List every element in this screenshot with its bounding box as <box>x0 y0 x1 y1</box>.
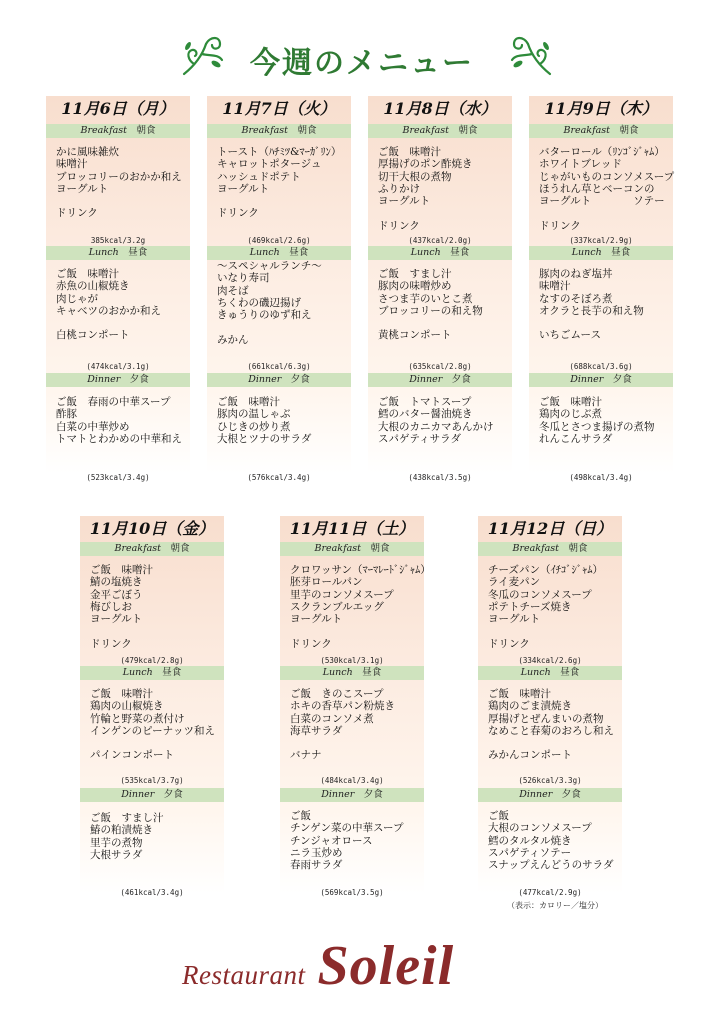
menu-item: ハッシュドポテト <box>217 170 301 183</box>
menu-item: かに風味雑炊 <box>56 146 119 158</box>
menu-item: ご飯 味噌汁 <box>56 268 119 280</box>
menu-item: 肉じゃが <box>56 292 98 305</box>
lunch-bar: Lunch 昼食 <box>207 246 351 260</box>
menu-item <box>488 737 620 749</box>
menu-item: 金平ごぼう <box>90 588 143 601</box>
day-date: 11月8日（水） <box>383 99 497 118</box>
menu-item <box>56 317 188 329</box>
menu-item: ホキの香草パン粉焼き <box>290 700 395 713</box>
nutrition-note: （表示：カロリー／塩分） <box>507 901 603 910</box>
lunch-items <box>90 688 222 762</box>
menu-item: 冬瓜とさつま揚げの煮物 <box>539 420 655 433</box>
breakfast-kcal: 385kcal/3.2g <box>90 236 146 245</box>
day-date: 11月11日（土） <box>289 519 415 538</box>
lunch-items <box>56 268 188 342</box>
menu-item: なめこと春菊のおろし和え <box>488 724 614 737</box>
dinner-items <box>56 396 188 445</box>
menu-item: パインコンポート <box>90 749 174 762</box>
breakfast-bar: Breakfast 朝食 <box>46 124 190 138</box>
day-date: 11月6日（月） <box>61 99 175 118</box>
lunch-items <box>217 260 349 346</box>
menu-item: ご飯 味噌汁 <box>539 396 602 408</box>
menu-item: ヨーグルト <box>378 195 431 208</box>
menu-item: バターロール（ﾘﾝｺﾞｼﾞｬﾑ） <box>539 146 665 158</box>
menu-item: ご飯 きのこスープ <box>290 688 384 700</box>
menu-item: チンジャオロース <box>290 834 373 847</box>
lunch-bar: Lunch 昼食 <box>46 246 190 260</box>
menu-item: 厚揚げのポン酢焼き <box>378 158 473 171</box>
dinner-bar: Dinner 夕食 <box>478 788 622 802</box>
page-title: 今週のメニュー <box>250 46 474 81</box>
lunch-bar: Lunch 昼食 <box>529 246 673 260</box>
menu-item: ご飯 すまし汁 <box>90 812 164 824</box>
breakfast-kcal: (469kcal/2.6g) <box>247 236 311 245</box>
menu-item: ドリンク <box>290 637 332 650</box>
dinner-kcal: (576kcal/3.4g) <box>247 473 311 482</box>
menu-item: 味噌汁 <box>539 280 571 293</box>
breakfast-bar: Breakfast 朝食 <box>207 124 351 138</box>
menu-item: いなり寿司 <box>217 272 270 285</box>
menu-item <box>378 317 510 329</box>
menu-item <box>290 625 422 637</box>
day-date: 11月12日（日） <box>487 519 613 538</box>
lunch-bar: Lunch 昼食 <box>478 666 622 680</box>
menu-item: 鶏肉のじぶ煮 <box>539 408 602 421</box>
lunch-kcal: (474kcal/3.1g) <box>86 362 150 371</box>
menu-item: 鱈のバター醤油焼き <box>378 408 473 421</box>
day-column-nov-6 <box>46 96 190 482</box>
menu-item: きゅうりのゆず和え <box>217 309 312 322</box>
menu-item <box>217 321 349 333</box>
menu-item <box>90 625 222 637</box>
dinner-items <box>90 812 222 861</box>
menu-item: チーズパン（ｲﾁｺﾞｼﾞｬﾑ） <box>488 564 603 576</box>
dinner-items <box>290 810 422 871</box>
breakfast-items <box>290 564 431 650</box>
menu-item: ご飯 味噌汁 <box>217 396 280 408</box>
menu-item: 竹輪と野菜の煮付け <box>90 712 185 725</box>
menu-item: ドリンク <box>90 637 132 650</box>
lunch-items <box>290 688 422 762</box>
menu-item: ヨーグルト <box>290 613 343 626</box>
menu-item: ご飯 <box>488 810 509 822</box>
lunch-bar: Lunch 昼食 <box>280 666 424 680</box>
breakfast-kcal: (337kcal/2.9g) <box>569 236 633 245</box>
menu-item: 大根とツナのサラダ <box>217 432 312 445</box>
menu-item: ご飯 味噌汁 <box>90 688 153 700</box>
lunch-kcal: (484kcal/3.4g) <box>320 776 384 785</box>
menu-item <box>217 195 349 207</box>
menu-item: 黄桃コンポート <box>378 329 452 342</box>
menu-item: さつま芋のいとこ煮 <box>378 292 473 305</box>
menu-item: ドリンク <box>378 219 420 232</box>
breakfast-items <box>488 564 620 650</box>
menu-item: 大根のカニカマあんかけ <box>378 420 494 433</box>
menu-item: 白菜のコンソメ煮 <box>290 712 374 725</box>
breakfast-bar: Breakfast 朝食 <box>368 124 512 138</box>
menu-item <box>539 207 671 219</box>
menu-item: キャベツのおかか和え <box>56 304 161 317</box>
breakfast-bar: Breakfast 朝食 <box>478 542 622 556</box>
breakfast-bar: Breakfast 朝食 <box>529 124 673 138</box>
menu-item: クロワッサン（ﾏｰﾏﾚｰﾄﾞｼﾞｬﾑ） <box>290 564 431 576</box>
lunch-kcal: (661kcal/6.3g) <box>247 362 311 371</box>
menu-item: 梅びしお <box>90 600 132 613</box>
dinner-items <box>539 396 671 445</box>
menu-item: 味噌汁 <box>56 158 88 171</box>
menu-item <box>90 737 222 749</box>
menu-item <box>488 625 620 637</box>
lunch-items <box>488 688 620 762</box>
menu-item: 豚肉のねぎ塩丼 <box>539 268 613 280</box>
menu-item: スパゲティソテー <box>488 846 572 859</box>
day-column-nov-8 <box>368 96 512 482</box>
breakfast-kcal: (334kcal/2.6g) <box>518 656 582 665</box>
menu-item: トマトとわかめの中華和え <box>56 432 182 445</box>
day-date: 11月10日（金） <box>89 519 215 538</box>
menu-item: ヨーグルト <box>488 613 541 626</box>
day-column-nov-10 <box>80 516 224 897</box>
menu-item: 切干大根の煮物 <box>378 170 452 183</box>
menu-item: キャロットポタージュ <box>217 158 322 171</box>
menu-item: 酢豚 <box>56 408 77 421</box>
menu-item: スクランブルエッグ <box>290 600 384 613</box>
menu-item: 春雨サラダ <box>290 859 343 872</box>
menu-item: バナナ <box>290 749 322 762</box>
restaurant-name: Soleil <box>317 935 455 997</box>
menu-item: スパゲティサラダ <box>378 432 462 445</box>
menu-item: ポテトチーズ焼き <box>488 600 572 613</box>
menu-item: 白菜の中華炒め <box>56 420 130 433</box>
dinner-bar: Dinner 夕食 <box>280 788 424 802</box>
breakfast-items <box>217 146 349 220</box>
breakfast-bar: Breakfast 朝食 <box>80 542 224 556</box>
breakfast-items <box>539 146 675 232</box>
lunch-bar: Lunch 昼食 <box>368 246 512 260</box>
dinner-bar: Dinner 夕食 <box>529 373 673 387</box>
menu-item: ～スペシャルランチ～ <box>217 260 322 272</box>
menu-item: ドリンク <box>56 207 98 220</box>
menu-item: ほうれん草とベーコンの <box>539 182 655 195</box>
menu-item: いちごムース <box>539 329 601 342</box>
dinner-kcal: (477kcal/2.9g) <box>518 888 582 897</box>
lunch-kcal: (688kcal/3.6g) <box>569 362 633 371</box>
menu-item <box>290 737 422 749</box>
breakfast-items <box>56 146 188 220</box>
menu-item: 鶏肉のごま漬焼き <box>488 700 572 713</box>
menu-item: ライ麦パン <box>488 576 541 589</box>
menu-item: ドリンク <box>217 207 259 220</box>
lunch-kcal: (526kcal/3.3g) <box>518 776 582 785</box>
lunch-kcal: (635kcal/2.8g) <box>408 362 472 371</box>
breakfast-kcal: (437kcal/2.0g) <box>408 236 472 245</box>
menu-item: 里芋の煮物 <box>90 836 143 849</box>
menu-item: 厚揚げとぜんまいの煮物 <box>488 712 604 725</box>
menu-item <box>378 207 510 219</box>
menu-item: ヨーグルト <box>217 182 270 195</box>
right-ornament-icon <box>500 30 554 80</box>
day-column-nov-12 <box>478 516 622 897</box>
dinner-items <box>217 396 349 445</box>
menu-item: みかんコンポート <box>488 749 572 762</box>
menu-item: 鱈のタルタル焼き <box>488 834 572 847</box>
day-column-nov-9 <box>529 96 675 482</box>
breakfast-bar: Breakfast 朝食 <box>280 542 424 556</box>
menu-item: ふりかけ <box>378 182 420 195</box>
menu-item <box>539 317 671 329</box>
breakfast-kcal: (530kcal/3.1g) <box>320 656 384 665</box>
menu-item: ご飯 トマトスープ <box>378 396 472 408</box>
menu-item: ご飯 味噌汁 <box>378 146 441 158</box>
menu-item <box>56 195 188 207</box>
menu-item: ご飯 春雨の中華スープ <box>56 396 171 408</box>
menu-item: スナップえんどうのサラダ <box>488 859 614 872</box>
dinner-kcal: (461kcal/3.4g) <box>120 888 184 897</box>
dinner-kcal: (569kcal/3.5g) <box>320 888 384 897</box>
menu-item: ご飯 味噌汁 <box>90 564 153 576</box>
menu-item: ニラ玉炒め <box>290 846 343 859</box>
menu-item: 肉そば <box>217 284 249 297</box>
menu-item: 海草サラダ <box>290 724 343 737</box>
dinner-bar: Dinner 夕食 <box>207 373 351 387</box>
menu-item: 大根のコンソメスープ <box>488 822 592 835</box>
menu-item: ひじきの炒り煮 <box>217 420 291 433</box>
menu-item: インゲンのピーナッツ和え <box>90 724 215 737</box>
menu-item: ちくわの磯辺揚げ <box>217 296 301 309</box>
lunch-bar: Lunch 昼食 <box>80 666 224 680</box>
breakfast-items <box>378 146 510 232</box>
menu-item: チンゲン菜の中華スープ <box>290 822 404 835</box>
day-date: 11月7日（火） <box>222 99 336 118</box>
breakfast-kcal: (479kcal/2.8g) <box>120 656 184 665</box>
menu-item: 冬瓜のコンソメスープ <box>488 588 592 601</box>
restaurant-logo <box>182 934 454 998</box>
dinner-bar: Dinner 夕食 <box>368 373 512 387</box>
menu-item: みかん <box>217 333 249 346</box>
day-column-nov-11 <box>280 516 431 897</box>
menu-item: ブロッコリーのおかか和え <box>56 170 182 183</box>
menu-item: 白桃コンポート <box>56 329 130 342</box>
menu-item: 鰆の粕漬焼き <box>90 824 153 837</box>
menu-item: ヨーグルト <box>56 182 109 195</box>
day-column-nov-7 <box>207 96 351 482</box>
menu-item: 豚肉の温しゃぶ <box>217 408 291 421</box>
menu-item: トースト（ﾊﾁﾐﾂ&ﾏｰｶﾞﾘﾝ） <box>217 146 342 158</box>
menu-item: れんこんサラダ <box>539 432 613 445</box>
menu-item: ご飯 <box>290 810 311 822</box>
breakfast-items <box>90 564 222 650</box>
lunch-items <box>378 268 510 342</box>
menu-item: 里芋のコンソメスープ <box>290 588 394 601</box>
restaurant-word: Restaurant <box>182 960 306 990</box>
menu-item: ヨーグルト <box>90 613 143 626</box>
menu-item: 鯖の塩焼き <box>90 576 143 589</box>
day-date: 11月9日（木） <box>544 99 658 118</box>
menu-item: ヨーグルト ソテー <box>539 195 665 208</box>
lunch-items <box>539 268 671 342</box>
menu-item: じゃがいものコンソメスープ <box>539 170 675 183</box>
menu-item: 大根サラダ <box>90 848 143 861</box>
menu-item: なすのそぼろ煮 <box>539 292 613 305</box>
menu-item: 赤魚の山椒焼き <box>56 280 130 293</box>
menu-item: 胚芽ロールパン <box>290 576 363 589</box>
menu-item: ホワイトブレッド <box>539 158 622 171</box>
menu-item: 鶏肉の山椒焼き <box>90 700 164 713</box>
menu-item: ご飯 すまし汁 <box>378 268 452 280</box>
menu-item: ブロッコリーの和え物 <box>378 304 483 317</box>
lunch-kcal: (535kcal/3.7g) <box>120 776 184 785</box>
dinner-items <box>488 810 620 871</box>
dinner-kcal: (498kcal/3.4g) <box>569 473 633 482</box>
dinner-bar: Dinner 夕食 <box>80 788 224 802</box>
menu-item: 豚肉の味噌炒め <box>378 280 452 293</box>
menu-item: ドリンク <box>488 637 530 650</box>
menu-item: ドリンク <box>539 219 581 232</box>
dinner-items <box>378 396 510 445</box>
dinner-kcal: (438kcal/3.5g) <box>408 473 472 482</box>
menu-item: オクラと長芋の和え物 <box>539 304 644 317</box>
menu-item: ご飯 味噌汁 <box>488 688 551 700</box>
dinner-kcal: (523kcal/3.4g) <box>86 473 150 482</box>
dinner-bar: Dinner 夕食 <box>46 373 190 387</box>
